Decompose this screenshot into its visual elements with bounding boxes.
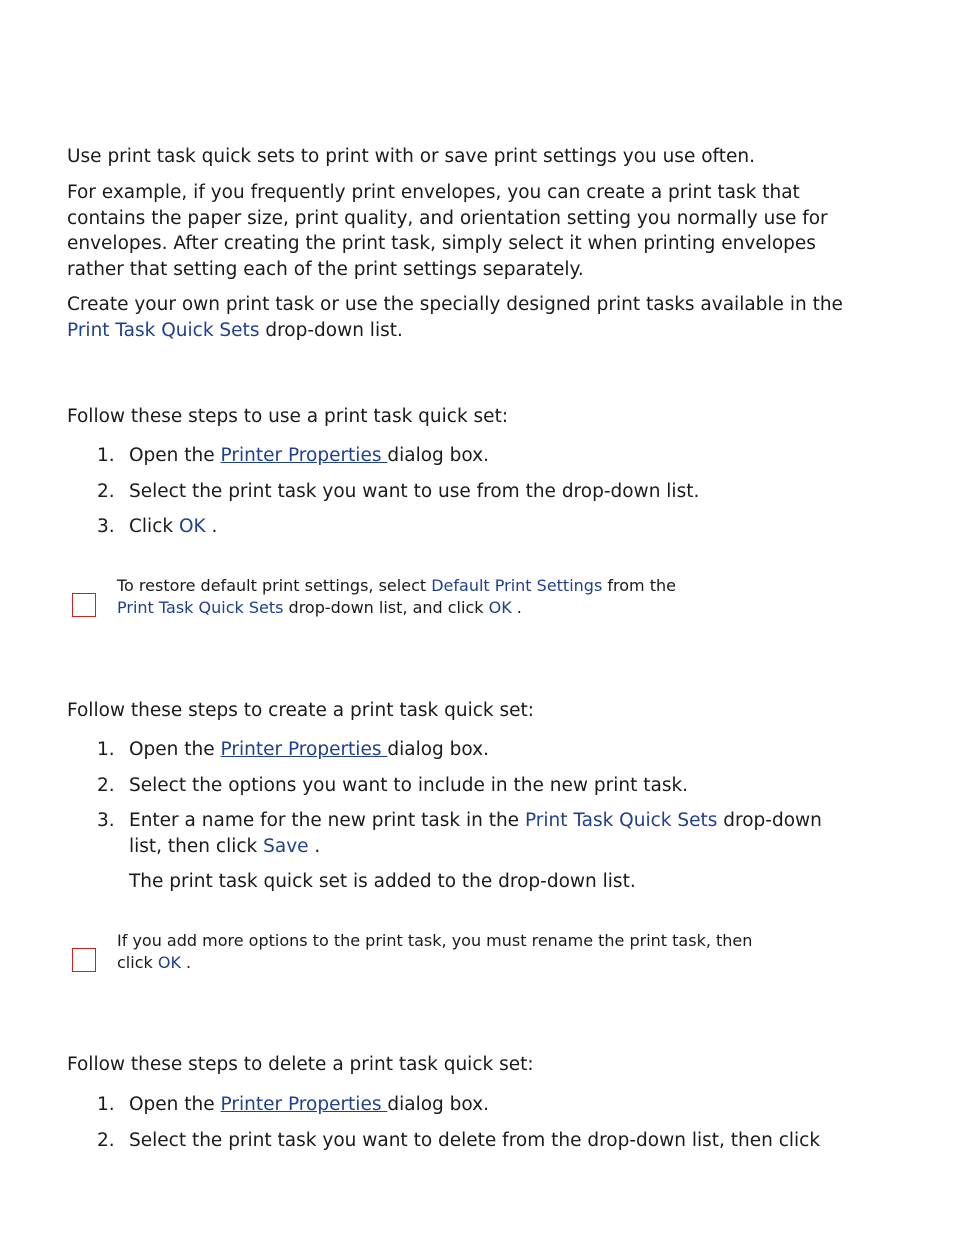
use-note: To restore default print settings, select Default Print Settings from the Print Task Quick Sets drop-down list, and click OK .	[117, 576, 676, 617]
intro-paragraph-1: Use print task quick sets to print with or save print settings you use often.	[67, 146, 755, 167]
intro-paragraph-2: For example, if you frequently print envelopes, you can create a print task that contains the paper size, print quality, and orientation setting you normally use for envelopes. After creating the print task, simply select it when printing envelopes rather that setting each of the print settings separately.	[67, 182, 828, 280]
step-text: Open the Printer Properties dialog box.	[129, 739, 489, 760]
step-number: 2.	[97, 481, 115, 502]
print-task-quick-sets-term: Print Task Quick Sets	[524, 810, 718, 831]
printer-properties-link[interactable]: Printer Properties	[220, 1094, 388, 1115]
ok-term: OK	[157, 953, 181, 972]
step-number: 2.	[97, 1130, 115, 1151]
step-text: Select the options you want to include in the new print task.	[129, 775, 689, 796]
intro-p3-text: Create your own print task or use the specially designed print tasks available in the	[67, 294, 843, 315]
create-steps-lead: Follow these steps to create a print task quick set:	[67, 700, 535, 721]
printer-properties-link[interactable]: Printer Properties	[220, 739, 388, 760]
step-text: Enter a name for the new print task in the Print Task Quick Sets drop-down list, then click Save .	[129, 810, 822, 857]
step-number: 1.	[97, 445, 115, 466]
step-text: Select the print task you want to delete from the drop-down list, then click	[129, 1130, 821, 1151]
create-note: If you add more options to the print task, you must rename the print task, then click OK .	[117, 931, 753, 972]
printer-properties-link[interactable]: Printer Properties	[220, 445, 388, 466]
save-term: Save	[263, 836, 309, 857]
print-task-quick-sets-term: Print Task Quick Sets	[117, 598, 284, 617]
step-text: Click OK .	[129, 516, 218, 537]
step-text: Open the Printer Properties dialog box.	[129, 1094, 489, 1115]
intro-paragraph-3	[67, 292, 867, 343]
default-print-settings-term: Default Print Settings	[431, 576, 603, 595]
ok-term: OK	[488, 598, 512, 617]
step-number: 3.	[97, 516, 115, 537]
step-text: Open the Printer Properties dialog box.	[129, 445, 489, 466]
step-text: Select the print task you want to use from the drop-down list.	[129, 481, 700, 502]
intro-p3-tail: drop-down list.	[259, 319, 403, 341]
note-icon	[72, 593, 96, 617]
step-number: 2.	[97, 775, 115, 796]
ok-term: OK	[178, 516, 206, 537]
create-step-3-result: The print task quick set is added to the drop-down list.	[129, 871, 636, 892]
step-number: 1.	[97, 1094, 115, 1115]
step-number: 3.	[97, 810, 115, 831]
step-number: 1.	[97, 739, 115, 760]
print-task-quick-sets-term: Print Task Quick Sets	[67, 319, 260, 341]
use-steps-lead: Follow these steps to use a print task quick set:	[67, 406, 509, 427]
delete-steps-lead: Follow these steps to delete a print task quick set:	[67, 1054, 534, 1075]
note-icon	[72, 948, 96, 972]
